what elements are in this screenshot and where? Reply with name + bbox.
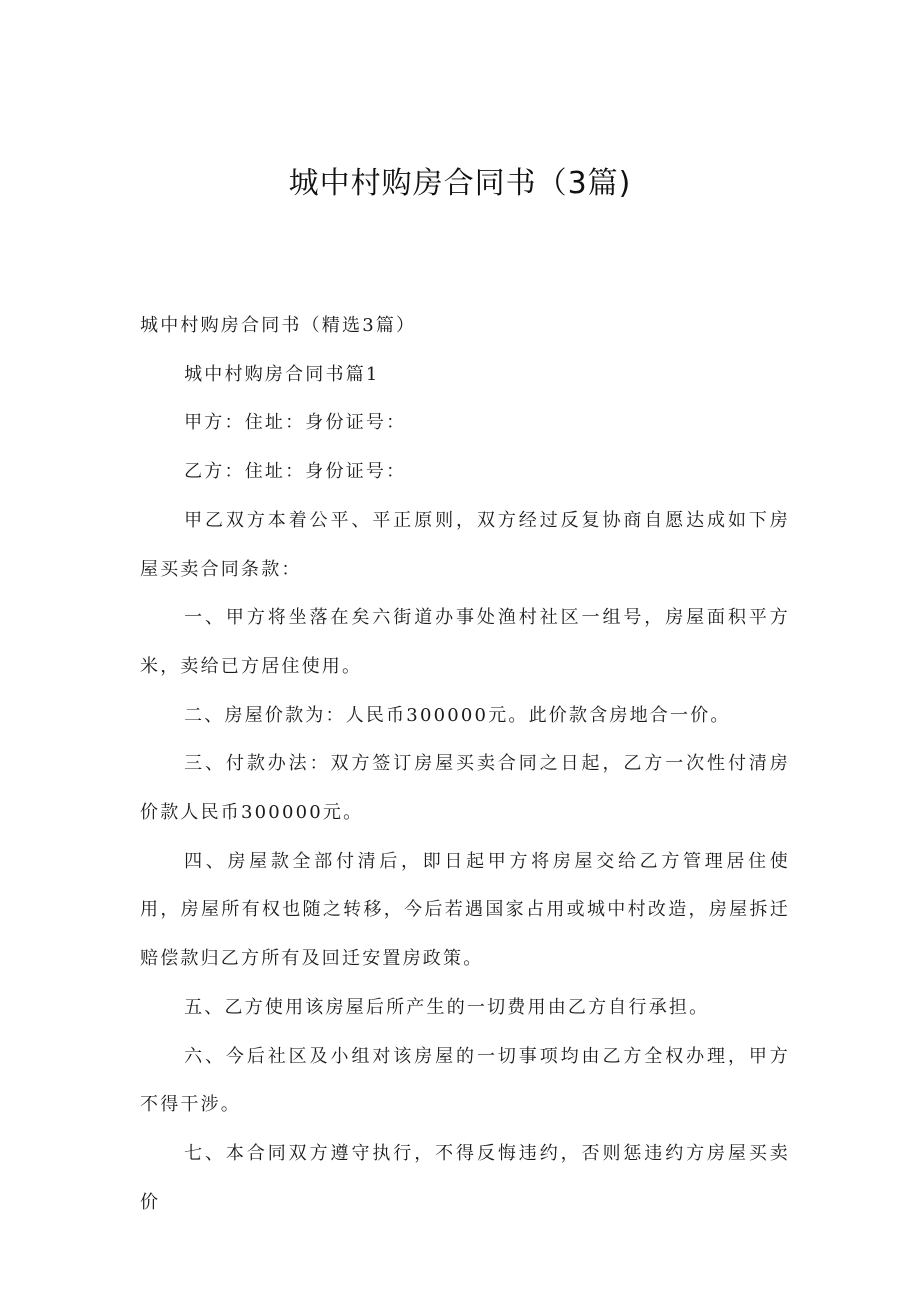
party-a-line: 甲方：住址：身份证号： — [184, 412, 407, 434]
clause-7: 七、本合同双方遵守执行，不得反悔违约，否则惩违约方房屋买卖价 — [140, 1142, 790, 1213]
section-heading: 城中村购房合同书篇1 — [184, 363, 380, 385]
clause-5: 五、乙方使用该房屋后所产生的一切费用由乙方自行承担。 — [184, 996, 710, 1018]
clause-1: 一、甲方将坐落在矣六街道办事处渔村社区一组号，房屋面积平方米，卖给已方居住使用。 — [140, 607, 790, 677]
clause-2: 二、房屋价款为：人民币300000元。此价款含房地合一价。 — [184, 704, 731, 726]
document-title: 城中村购房合同书（3篇) — [288, 166, 632, 201]
preamble-paragraph: 甲乙双方本着公平、平正原则，双方经过反复协商自愿达成如下房屋买卖合同条款： — [140, 509, 790, 580]
clause-4: 四、房屋款全部付清后，即日起甲方将房屋交给乙方管理居住使用，房屋所有权也随之转移，今后若遇国家占用或城中村改造，房屋拆迁赔偿款归乙方所有及回迁安置房政策。 — [140, 850, 790, 970]
document-subtitle: 城中村购房合同书（精选3篇） — [140, 315, 417, 336]
clause-3: 三、付款办法：双方签订房屋买卖合同之日起，乙方一次性付清房价款人民币300000元。 — [140, 753, 790, 824]
party-b-line: 乙方：住址：身份证号： — [184, 461, 407, 483]
document-body — [140, 302, 790, 1227]
clause-6: 六、今后社区及小组对该房屋的一切事项均由乙方全权办理，甲方不得干涉。 — [140, 1045, 790, 1116]
